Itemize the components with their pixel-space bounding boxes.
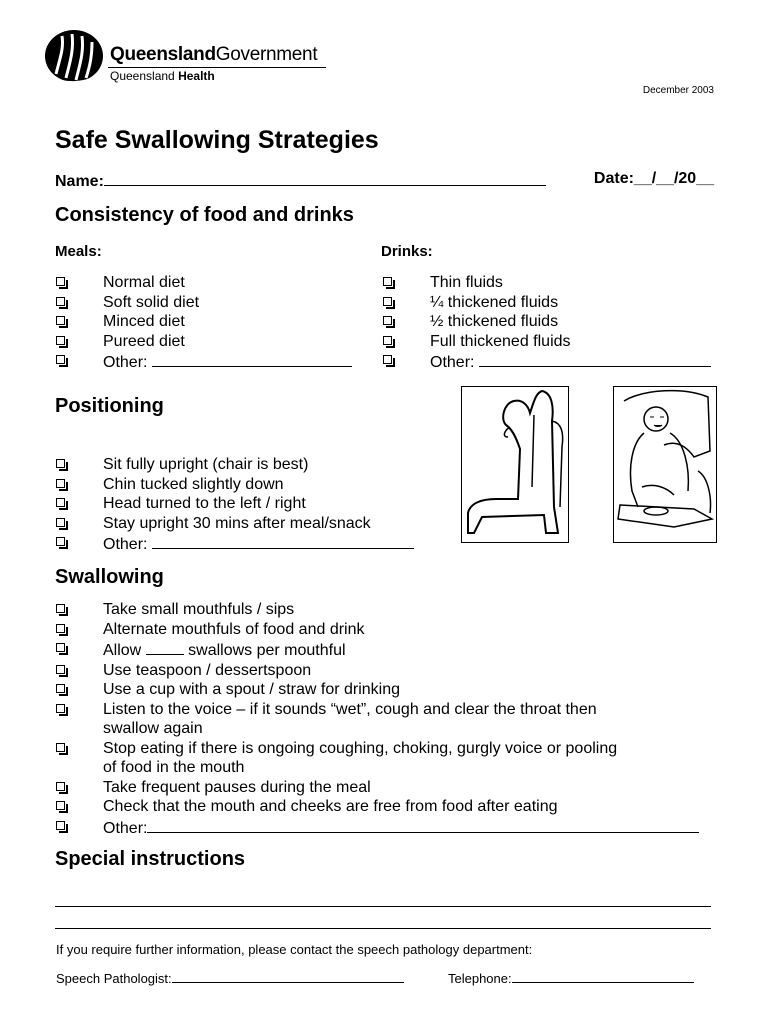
list-item[interactable]: Full thickened fluids bbox=[383, 332, 723, 352]
checkbox[interactable] bbox=[56, 355, 65, 364]
checkbox[interactable] bbox=[56, 459, 65, 468]
checkbox[interactable] bbox=[56, 743, 65, 752]
checkbox[interactable] bbox=[56, 518, 65, 527]
checkbox[interactable] bbox=[383, 355, 392, 364]
list-item[interactable]: Other: bbox=[56, 817, 716, 839]
logo-divider bbox=[108, 67, 326, 68]
checkbox[interactable] bbox=[56, 336, 65, 345]
checkbox[interactable] bbox=[383, 316, 392, 325]
list-item[interactable]: Head turned to the left / right bbox=[56, 494, 456, 514]
list-item[interactable]: Thin fluids bbox=[383, 273, 723, 293]
checkbox[interactable] bbox=[56, 537, 65, 546]
list-item[interactable]: Other: bbox=[56, 351, 366, 373]
document-date: December 2003 bbox=[642, 85, 714, 96]
page-title: Safe Swallowing Strategies bbox=[55, 126, 379, 154]
meals-label: Meals: bbox=[55, 243, 102, 260]
checkbox[interactable] bbox=[56, 782, 65, 791]
checkbox[interactable] bbox=[56, 604, 65, 613]
name-field[interactable]: Name: bbox=[55, 170, 546, 191]
positioning-list bbox=[56, 455, 456, 555]
list-item[interactable]: Other: bbox=[56, 533, 456, 555]
list-item[interactable]: Stay upright 30 mins after meal/snack bbox=[56, 514, 456, 534]
positioning-heading: Positioning bbox=[55, 395, 164, 417]
special-instructions-line-1[interactable] bbox=[55, 906, 711, 907]
swallowing-list bbox=[56, 600, 716, 838]
contact-note: If you require further information, please contact the speech pathology department: bbox=[56, 942, 533, 957]
meals-list bbox=[56, 273, 366, 373]
list-item[interactable]: Alternate mouthfuls of food and drink bbox=[56, 620, 716, 640]
list-item[interactable]: Soft solid diet bbox=[56, 293, 366, 313]
checkbox[interactable] bbox=[56, 643, 65, 652]
upright-sitting-image bbox=[462, 387, 568, 542]
upright-sitting-illustration bbox=[461, 386, 569, 543]
list-item[interactable]: Minced diet bbox=[56, 312, 366, 332]
checkbox[interactable] bbox=[56, 684, 65, 693]
list-item[interactable]: Stop eating if there is ongoing coughing, choking, gurgly voice or pooling of food in the mouth bbox=[56, 739, 716, 778]
list-item[interactable]: Other: bbox=[383, 351, 723, 373]
checkbox[interactable] bbox=[56, 498, 65, 507]
list-item[interactable]: Sit fully upright (chair is best) bbox=[56, 455, 456, 475]
drinks-label: Drinks: bbox=[381, 243, 433, 260]
list-item[interactable]: ½ thickened fluids bbox=[383, 312, 723, 332]
checkbox[interactable] bbox=[56, 624, 65, 633]
checkbox[interactable] bbox=[56, 316, 65, 325]
checkbox[interactable] bbox=[56, 821, 65, 830]
checkbox[interactable] bbox=[56, 297, 65, 306]
checkbox[interactable] bbox=[56, 479, 65, 488]
checkbox[interactable] bbox=[383, 277, 392, 286]
checkbox[interactable] bbox=[56, 665, 65, 674]
org-name: QueenslandGovernment bbox=[110, 44, 318, 65]
list-item[interactable]: Pureed diet bbox=[56, 332, 366, 352]
bed-meal-image bbox=[614, 387, 716, 542]
bed-meal-illustration bbox=[613, 386, 717, 543]
list-item[interactable]: Listen to the voice – if it sounds “wet”, cough and clear the throat then swallow again bbox=[56, 700, 716, 739]
speech-pathologist-field[interactable]: Speech Pathologist: bbox=[56, 970, 404, 986]
list-item[interactable]: ¼ thickened fluids bbox=[383, 293, 723, 313]
checkbox[interactable] bbox=[56, 801, 65, 810]
date-field[interactable]: Date:__/__/20__ bbox=[593, 170, 714, 187]
list-item[interactable]: Take small mouthfuls / sips bbox=[56, 600, 716, 620]
list-item[interactable]: Check that the mouth and cheeks are free from food after eating bbox=[56, 797, 716, 817]
swallowing-heading: Swallowing bbox=[55, 566, 164, 588]
checkbox[interactable] bbox=[383, 336, 392, 345]
checkbox[interactable] bbox=[56, 277, 65, 286]
telephone-field[interactable]: Telephone: bbox=[448, 970, 694, 986]
list-item[interactable]: Use teaspoon / dessertspoon bbox=[56, 661, 716, 681]
list-item[interactable]: Allow swallows per mouthful bbox=[56, 639, 716, 661]
drinks-list bbox=[383, 273, 723, 373]
logo-emblem-icon bbox=[42, 28, 108, 88]
checkbox[interactable] bbox=[383, 297, 392, 306]
special-instructions-heading: Special instructions bbox=[55, 848, 246, 870]
dept-name: Queensland Health bbox=[110, 69, 215, 83]
checkbox[interactable] bbox=[56, 704, 65, 713]
list-item[interactable]: Normal diet bbox=[56, 273, 366, 293]
special-instructions-line-2[interactable] bbox=[55, 928, 711, 929]
list-item[interactable]: Use a cup with a spout / straw for drinking bbox=[56, 680, 716, 700]
list-item[interactable]: Chin tucked slightly down bbox=[56, 475, 456, 495]
consistency-heading: Consistency of food and drinks bbox=[55, 204, 354, 226]
list-item[interactable]: Take frequent pauses during the meal bbox=[56, 778, 716, 798]
